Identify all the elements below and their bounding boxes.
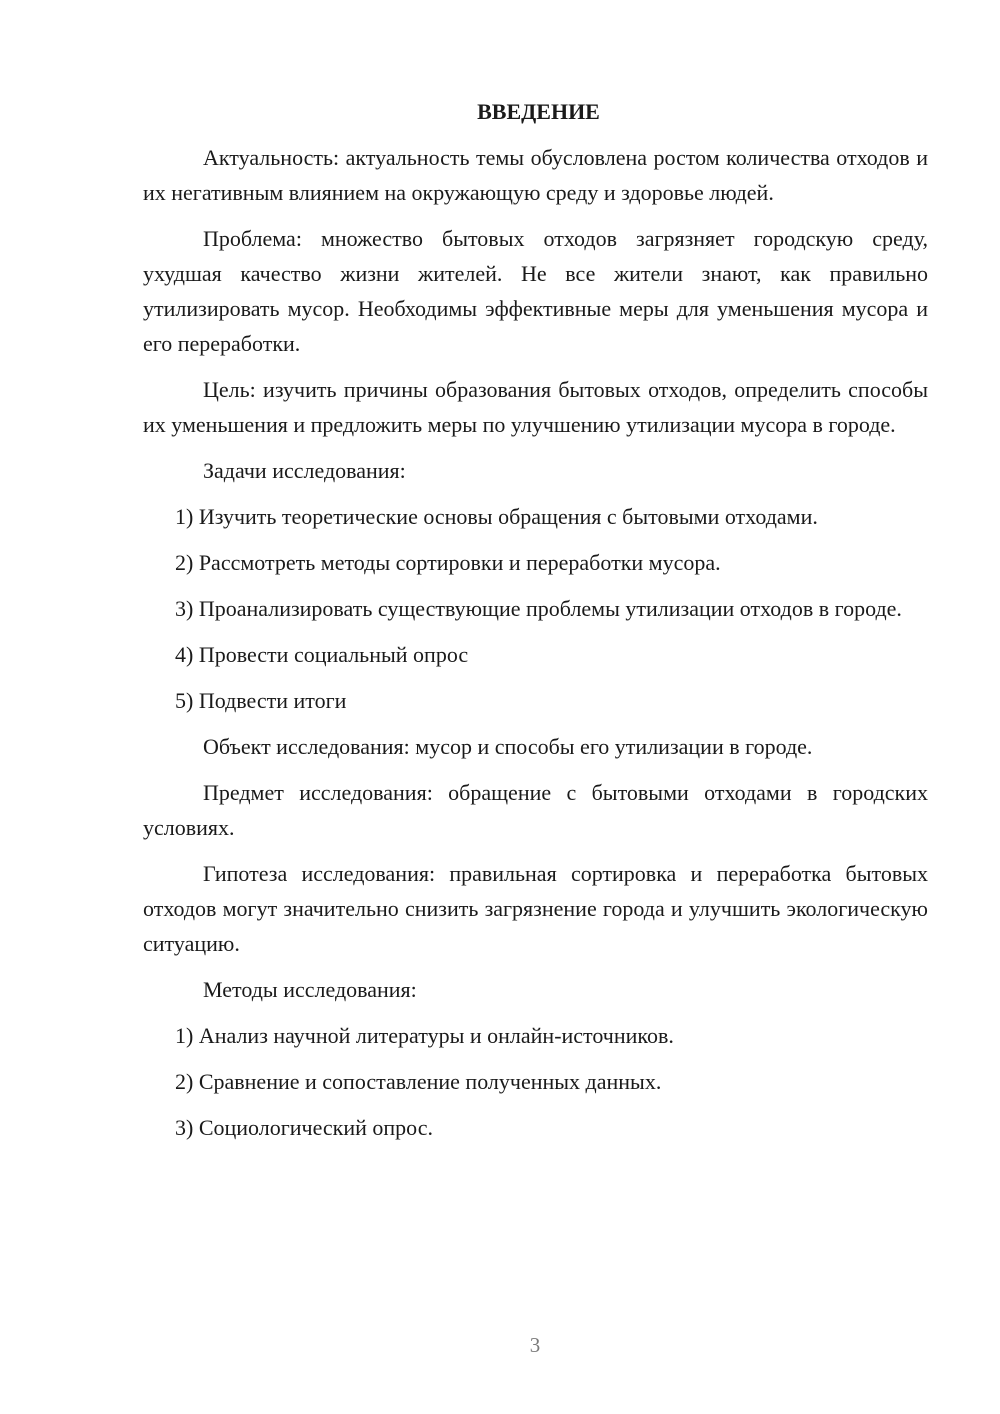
subject-paragraph: Предмет исследования: обращение с бытовыми отходами в городских условиях. — [143, 780, 928, 840]
task-item: 1) Изучить теоретические основы обращения с бытовыми отходами. — [175, 504, 818, 529]
relevance-paragraph: Актуальность: актуальность темы обусловлена ростом количества отходов и их негативным влиянием на окружающую среду и здоровье людей. — [143, 145, 928, 205]
goal-paragraph: Цель: изучить причины образования бытовых отходов, определить способы их уменьшения и предложить меры по улучшению утилизации мусора в городе. — [143, 377, 928, 437]
problem-paragraph: Проблема: множество бытовых отходов загрязняет городскую среду, ухудшая качество жизни жителей. Не все жители знают, как правильно утилизировать мусор. Необходимы эффективные меры для уменьшения мусора и его переработки. — [143, 226, 928, 356]
method-item: 2) Сравнение и сопоставление полученных данных. — [175, 1069, 662, 1094]
object-paragraph: Объект исследования: мусор и способы его утилизации в городе. — [203, 734, 813, 759]
task-item: 3) Проанализировать существующие проблемы утилизации отходов в городе. — [175, 596, 902, 621]
task-item: 5) Подвести итоги — [175, 688, 347, 713]
hypothesis-paragraph: Гипотеза исследования: правильная сортировка и переработка бытовых отходов могут значительно снизить загрязнение города и улучшить экологическую ситуацию. — [143, 861, 928, 956]
page-number: 3 — [529, 1333, 541, 1357]
task-item: 4) Провести социальный опрос — [175, 642, 469, 667]
methods-heading: Методы исследования: — [203, 977, 417, 1002]
page-body — [143, 94, 928, 1156]
method-item: 3) Социологический опрос. — [175, 1115, 433, 1140]
tasks-heading: Задачи исследования: — [203, 458, 406, 483]
section-title: ВВЕДЕНИЕ — [477, 99, 600, 124]
method-item: 1) Анализ научной литературы и онлайн-источников. — [175, 1023, 674, 1048]
task-item: 2) Рассмотреть методы сортировки и переработки мусора. — [175, 550, 721, 575]
